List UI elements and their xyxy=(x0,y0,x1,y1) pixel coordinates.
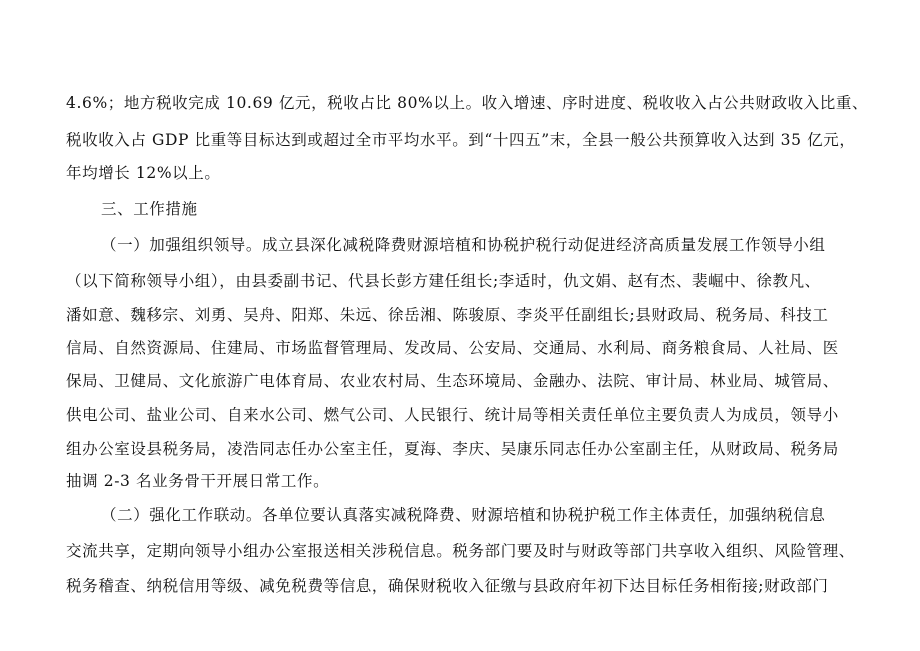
paragraph-line: 潘如意、魏移宗、刘勇、吴舟、阳郑、朱远、徐岳湘、陈骏原、李炎平任副组长;县财政局、税务局、科技工 xyxy=(66,306,829,324)
paragraph-line: 供电公司、盐业公司、自来水公司、燃气公司、人民银行、统计局等相关责任单位主要负责人为成员，领导小 xyxy=(66,406,839,424)
section-heading: 三、工作措施 xyxy=(101,200,198,218)
paragraph-line: （二）强化工作联动。各单位要认真落实减税降费、财源培植和协税护税工作主体责任，加强纳税信息 xyxy=(101,506,826,524)
paragraph-line: 组办公室设县税务局，凌浩同志任办公室主任，夏海、李庆、吴康乐同志任办公室副主任，从财政局、税务局 xyxy=(66,440,839,458)
paragraph-line: 年均增长 12%以上。 xyxy=(66,164,221,182)
paragraph-line: 税务稽查、纳税信用等级、减免税费等信息，确保财税收入征缴与县政府年初下达目标任务相衔接;财政部门 xyxy=(66,577,829,595)
paragraph-line: 保局、卫健局、文化旅游广电体育局、农业农村局、生态环境局、金融办、法院、审计局、林业局、城管局、 xyxy=(66,372,839,390)
paragraph-line: 税收收入占 GDP 比重等目标达到或超过全市平均水平。到“十四五”末，全县一般公共预算收入达到 35 亿元， xyxy=(66,131,856,149)
paragraph-line: （一）加强组织领导。成立县深化减税降费财源培植和协税护税行动促进经济高质量发展工作领导小组 xyxy=(101,236,826,254)
paragraph-line: 交流共享，定期向领导小组办公室报送相关涉税信息。税务部门要及时与财政等部门共享收入组织、风险管理、 xyxy=(66,542,855,560)
paragraph-line: 抽调 2-3 名业务骨干开展日常工作。 xyxy=(66,472,330,490)
paragraph-line: 信局、自然资源局、住建局、市场监督管理局、发改局、公安局、交通局、水利局、商务粮食局、人社局、医 xyxy=(66,339,839,357)
paragraph-line: 4.6%；地方税收完成 10.69 亿元，税收占比 80%以上。收入增速、序时进度、税收收入占公共财政收入比重、 xyxy=(66,94,869,112)
paragraph-line: （以下简称领导小组），由县委副书记、代县长彭方建任组长;李适时，仇文娟、赵有杰、裴崛中、徐教凡、 xyxy=(66,272,821,290)
